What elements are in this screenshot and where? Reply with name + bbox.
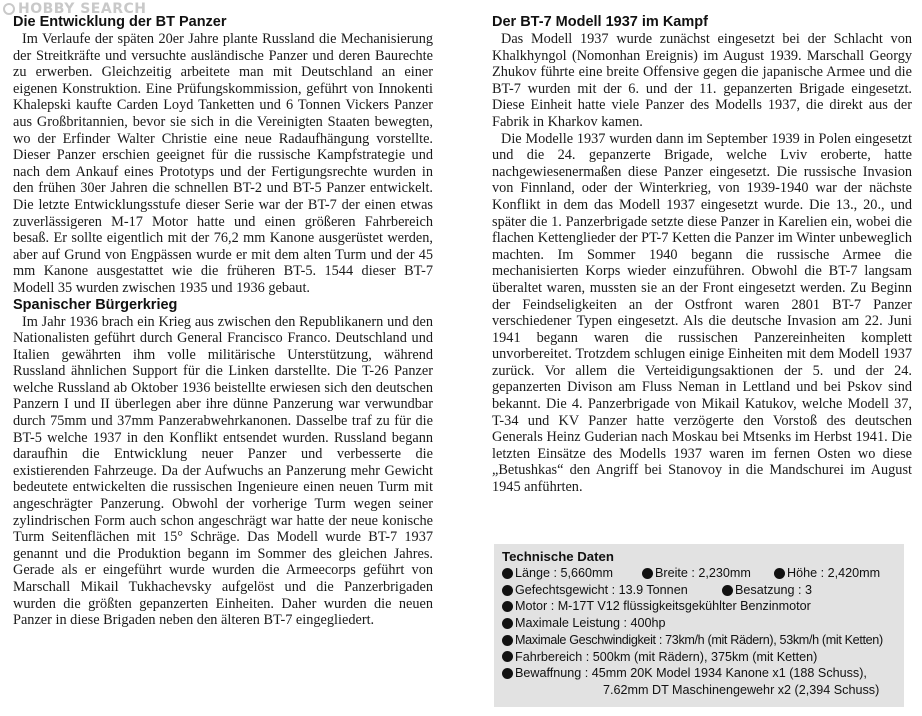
- bullet-icon: [502, 635, 513, 646]
- spec-power: Maximale Leistung : 400hp: [515, 616, 666, 631]
- bullet-icon: [722, 585, 733, 596]
- left-column: [13, 14, 433, 629]
- spec-row-speed: [502, 632, 898, 649]
- bullet-icon: [502, 668, 513, 679]
- bullet-icon: [502, 601, 513, 612]
- spec-row-dimensions: [502, 565, 898, 582]
- spec-row-engine: [502, 598, 898, 615]
- spec-crew: Besatzung : 3: [735, 582, 813, 597]
- heading-bt-development: Die Entwicklung der BT Panzer: [13, 14, 227, 30]
- heading-spanish-civil-war: Spanischer Bürgerkrieg: [13, 296, 178, 313]
- paragraph-bt7-combat-2: Die Modelle 1937 wurden dann im September 1939 in Polen eingesetzt und die 24. gepanzerte Brigade, welche Lviv eroberte, hatte nachgewiesenermaßen diese Panzer eingesetzt. Die russische Invasion von Finnland, oder der Winterkrieg, von 1939-1940 war der nächste Konflikt in dem das Modell 1937 eingesetzt wurde. Die 13., 20., und später die 1. Panzerbrigade setzte diese Panzer in Karelien ein, wobei die flachen Kettenglieder der PT-7 Ketten die Panzer im Winter unbeweglich machten. Im Sommer 1940 begann die russische Armee die mechanisierten Korps wieder einzuführen. Obwohl die BT-7 langsam überaltet waren, mussten sie an der Front eingesetzt werden. Zu Beginn der Feindseligkeiten an der Ostfront waren 2801 BT-7 Panzer verschiedener Typen eingesetzt. Als die deutsche Invasion am 22. Juni 1941 begann waren die russischen Panzereinheiten komplett unvorbereitet. Trotzdem schlugen einige Einheiten mit dem Modell 1937 zurück. Vor allem die Verteidigungsaktionen der 5. und der 24. gepanzerten Divison am Fluss Neman in Lettland und bei Pskov sind bekannt. Die 4. Panzerbrigade von Mikail Katukov, welche Modell 37, T-34 und KV Panzer hatte verzögerte den Vorstoß des deutschen Generals Heinz Guderian nach Moskau bei Mtsenks im Herbst 1941. Die letzten Einsätze des Modells 1937 waren im fernen Osten wo diese „Betushkas“ den Angriff bei Stanovoy in die Mandschurei im August 1945 anführten.: [492, 130, 912, 496]
- right-column: [492, 14, 912, 496]
- paragraph-bt7-combat-1: Das Modell 1937 wurde zunächst eingesetzt bei der Schlacht von Khalkhyngol (Nomonhan Ereignis) im August 1939. Marschall Georgy Zhukov führte eine breite Offensive gegen die japanische Armee und die BT-7 wurden mit der 6. und der 11. gepanzerten Brigade eingesetzt. Diese Einheit hatte viele Panzer des Modells 1937, die direkt aus der Fabrik in Kharkov kamen.: [492, 31, 912, 130]
- spec-speed: Maximale Geschwindigkeit : 73km/h (mit Rädern), 53km/h (mit Ketten): [515, 632, 883, 647]
- bullet-icon: [502, 651, 513, 662]
- spec-armament-2: 7.62mm DT Maschinengewehr x2 (2,394 Schuss): [603, 682, 880, 697]
- bullet-icon: [502, 568, 513, 579]
- spec-length: Länge : 5,660mm: [515, 566, 614, 580]
- bullet-icon: [774, 568, 785, 579]
- spec-row-armament-cont: [502, 682, 898, 699]
- bullet-icon: [502, 618, 513, 629]
- watermark-text: HOBBY SEARCH: [18, 1, 147, 17]
- spec-width: Breite : 2,230mm: [655, 566, 751, 580]
- technical-data-box: [494, 544, 904, 707]
- paragraph-bt-development: Im Verlaufe der späten 20er Jahre plante Russland die Mechanisierung der Streitkräfte und versuchte ausländische Panzer und deren Baurechte zu erwerben. Gleichzeitig arbeitete man mit Deutschland an einer eigenen Konstruktion. Eine Prüfungskommission, geführt von Innokenti Khalepski kaufte Carden Loyd Tanketten und 6 Tonnen Vickers Panzer aus Großbritannien, bevor sie sich in die Vereinigten Staaten bewegten, wo der Erfinder Walter Christie eine neue Radaufhängung vorstellte. Dieser Panzer erschien geeignet für die russische Kampfstrategie und nach dem Ankauf eines Prototyps und der Fertigungsrechte wurden in den frühen 30er Jahren die schnellen BT-2 und BT-5 Panzer entwickelt. Die letzte Entwicklungsstufe dieser Serie war der BT-7 der einen etwas zuverlässigeren M-17 Motor hatte und einen größeren Fahrbereich besaß. Er sollte eigentlich mit der 76,2 mm Kanone ausgerüstet werden, aber auf Grund von Engpässen wurde er mit dem alten Turm und der 45 mm Kanone ausgestattet wie die früheren BT-5. 1544 dieser BT-7 Modell 35 wurden zwischen 1935 und 1936 gebaut.: [13, 31, 433, 296]
- spec-weight: Gefechtsgewicht : 13.9 Tonnen: [515, 582, 688, 597]
- technical-data-title: Technische Daten: [502, 549, 614, 564]
- spec-row-range: [502, 649, 898, 666]
- spec-armament-1: Bewaffnung : 45mm 20K Model 1934 Kanone x1 (188 Schuss),: [515, 666, 867, 681]
- spec-range: Fahrbereich : 500km (mit Rädern), 375km (mit Ketten): [515, 649, 818, 664]
- spec-row-armament: [502, 665, 898, 682]
- spec-height: Höhe : 2,420mm: [787, 566, 881, 580]
- bullet-icon: [502, 585, 513, 596]
- spec-row-power: [502, 615, 898, 632]
- paragraph-spanish-civil-war: Im Jahr 1936 brach ein Krieg aus zwischen den Republikanern und den Nationalisten geführt durch General Francisco Franco. Deutschland und Italien gewährten ihm volle militärische Unterstützung, während Russland ähnlichen Support für die Linken darstellte. Die T-26 Panzer welche Russland ab Oktober 1936 beistellte erwiesen sich den deutschen Panzern I und II überlegen aber ihre dünne Panzerung war verwundbar durch 75mm und 37mm Panzerabwehrkanonen. Dasselbe traf zu für die BT-5 welche 1937 in den Konflikt entsendet wurden. Russland begann daraufhin die Entwicklung neuer Panzer und verbesserte die existierenden Fahrzeuge. Da der Aufwuchs an Panzerung mehr Gewicht bedeutete entwickelten die russischen Ingenieure einen neuen Turm mit angeschrägter Panzerung. Obwohl der vorherige Turm wegen seiner zylindrischen Form auch schon angeschrägt war hatte der neue konische Turm Seitenflächen mit 15° Schräge. Das Modell wurde BT-7 1937 genannt und die Produktion begann im Sommer des gleichen Jahres. Gerade als er eingeführt wurde wurden die Armeecorps geführt von Marschall Mikail Tukhachevsky aufgelöst und die Panzerbrigaden wurden die größten gepanzerten Einheiten. Daher wurden die neuen Panzer in diese Brigaden neben den älteren BT-7 eingegliedert.: [13, 313, 433, 629]
- spec-engine: Motor : M-17T V12 flüssigkeitsgekühlter Benzinmotor: [515, 599, 811, 614]
- bullet-icon: [642, 568, 653, 579]
- spec-row-weight-crew: [502, 582, 898, 599]
- heading-bt7-combat: Der BT-7 Modell 1937 im Kampf: [492, 14, 708, 30]
